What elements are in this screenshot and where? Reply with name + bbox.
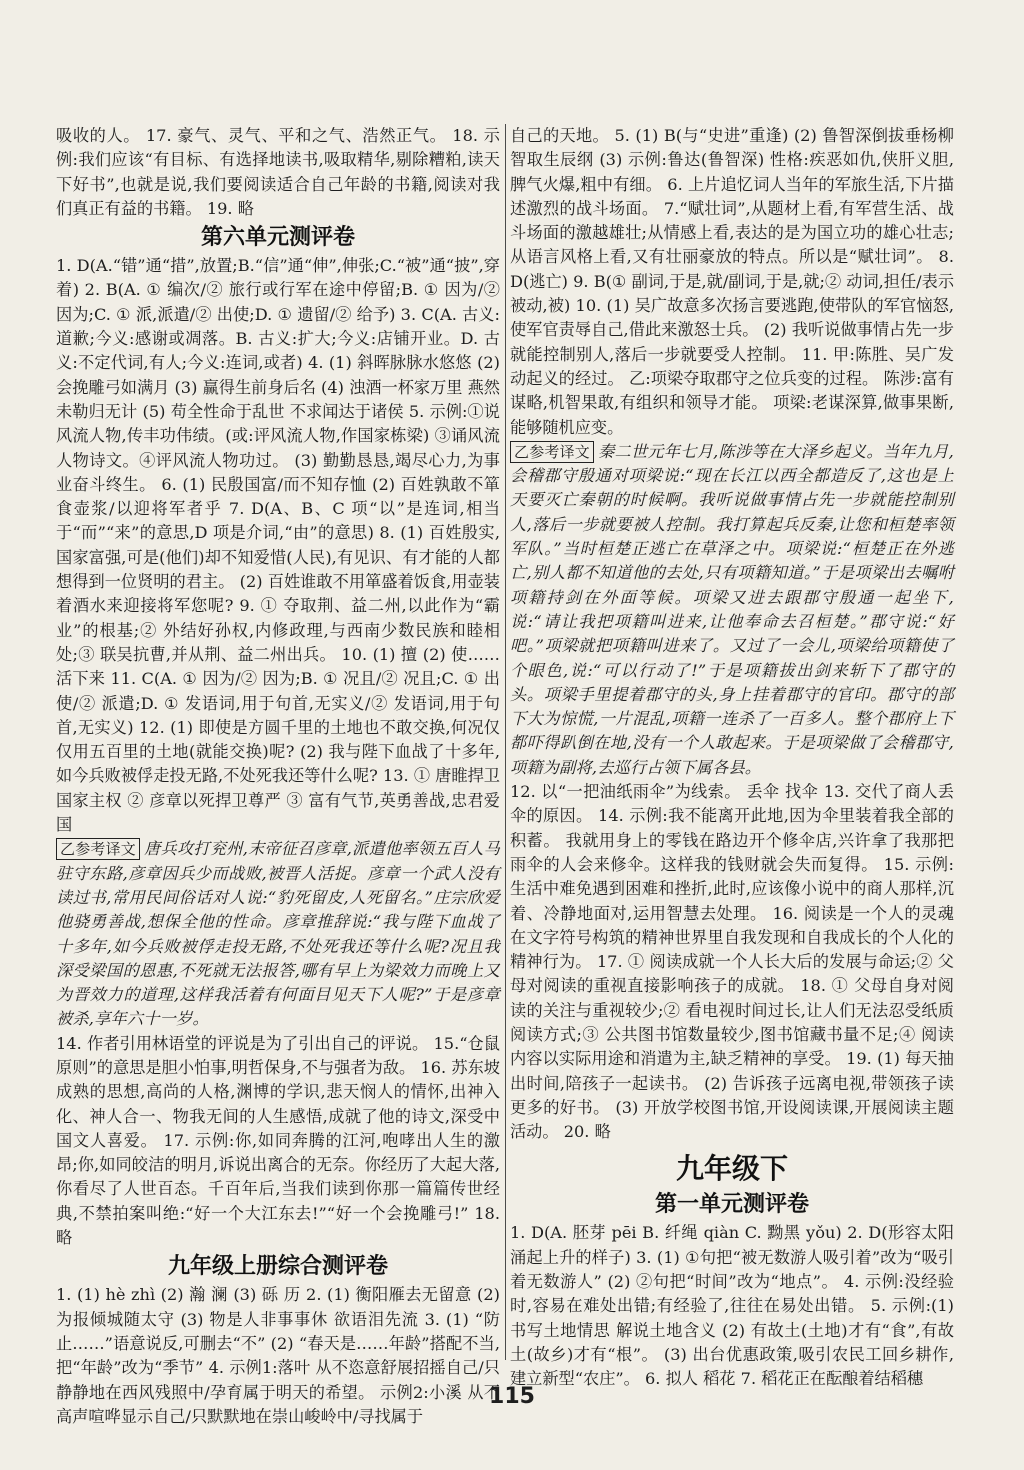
page-number: 115	[489, 1384, 535, 1409]
grade-title: 九年级下	[675, 1152, 788, 1186]
answer-paragraph: 12. 以“一把油纸雨伞”为线索。 丢伞 找伞 13. 交代了商人丢伞的原因。 14. 示例:我不能离开此地,因为伞里装着我全部的积蓄。 我就用身上的零钱在路边开个修伞店,兴许拿了我那把雨伞的人会来修伞。这样我的钱财就会失而复得。 15. 示例:生活中难免遇到困难和挫折,此时,应该像小说中的商人那样,沉着、冷静地面对,运用智慧去处理。 16. 阅读是一个人的灵魂在文字符号构筑的精神世界里自我发现和自我成长的个人化的精神行为。 17. ① 阅读成就一个人长大后的发展与命运;② 父母对阅读的重视直接影响孩子的成就。 18. ① 父母自身对阅读的关注与重视较少;② 看电视时间过长,让人们无法忍受纸质阅读方式;③ 公共图书馆数量较少,图书馆藏书量不足;④ 阅读内容以实际用途和消遣为主,缺乏精神的享受。 19. (1) 每天抽出时间,陪孩子一起读书。 (2) 告诉孩子远离电视,带领孩子读更多的好书。 (3) 开放学校图书馆,开设阅读课,开展阅读主题活动。 20. 略	[510, 782, 954, 1142]
translation-text: 秦二世元年七月,陈涉等在大泽乡起义。当年九月,会稽郡守殷通对项梁说:“现在长江以西全都造反了,这也是上天要灭亡秦朝的时候啊。我听说做事情占先一步就能控制别人,落后一步就要被人控制。我打算起兵反秦,让您和桓楚率领军队。”当时桓楚正逃亡在草泽之中。项梁说:“桓楚正在外逃亡,别人都不知道他的去处,只有项籍知道。”于是项梁出去嘱咐项籍持剑在外面等候。项梁又进去跟郡守殷通一起坐下,说:“请让我把项籍叫进来,让他奉命去召桓楚。”郡守说:“好吧。”项梁就把项籍叫进来了。又过了一会儿,项梁给项籍使了个眼色,说:“可以行动了!”于是项籍拔出剑来斩下了郡守的头。项梁手里提着郡守的头,身上挂着郡守的官印。郡守的部下大为惊慌,一片混乱,项籍一连杀了一百多人。整个郡府上下都吓得趴倒在地,没有一个人敢起来。于是项梁做了会稽郡守,项籍为副将,去巡行占领下属各县。	[510, 441, 954, 777]
answer-paragraph: 1. D(A. 胚芽 pēi B. 纤绳 qiàn C. 黝黑 yǒu) 2. D(形容太阳涌起上升的样子) 3. (1) ①句把“被无数游人吸引着”改为“吸引着无数游人” (2) ②句把“时间”改为“地点”。 4. 示例:没经验时,容易在难处出错;有经验了,往往在易处出错。 5. 示例:(1) 书写土地情思 解说土地含义 (2) 有故土(土地)才有“食”,有故土(故乡)才有“根”。 (3) 出台优惠政策,吸引农民工回乡耕作,建立新型“农庄”。 6. 拟人 稻花 7. 稻花正在酝酿着结稻穗	[510, 1223, 954, 1389]
answer-paragraph: 14. 作者引用林语堂的评说是为了引出自己的评说。 15.“仓鼠原则”的意思是胆小怕事,明哲保身,不与强者为敌。 16. 苏东坡成熟的思想,高尚的人格,渊博的学识,悲天悯人的情怀,出神入化、神人合一、物我无间的人生感悟,成就了他的诗文,深受中国文人喜爱。 17. 示例:你,如同奔腾的江河,咆哮出人生的激昂;你,如同皎洁的明月,诉说出离合的无奈。你经历了大起大落,你看尽了人世百态。千百年后,当我们读到你那一篇篇传世经典,不禁拍案叫绝:“好一个大江东去!”“好一个会挽雕弓!” 18. 略	[56, 1033, 500, 1248]
translation-block	[510, 440, 954, 780]
translation-text: 唐兵攻打兖州,末帝征召彦章,派遣他率领五百人马驻守东路,彦章因兵少而战败,被晋人活捉。彦章一个武人没有读过书,常用民间俗话对人说:“豹死留皮,人死留名。”庄宗欣爱他骁勇善战,想保全他的性命。彦章推辞说:“我与陛下血战了十多年,如今兵败被俘走投无路,不处死我还等什么呢?况且我深受梁国的恩惠,不死就无法报答,哪有早上为梁效力而晚上又为晋效力的道理,这样我活着有何面目见天下人呢?”于是彦章被杀,享年六十一岁。	[56, 839, 500, 1029]
translation-block	[56, 837, 500, 1031]
answer-paragraph: 1. (1) hè zhì (2) 瀚 澜 (3) 砾 历 2. (1) 衡阳雁去无留意 (2) 为报倾城随太守 (3) 物是人非事事休 欲语泪先流 3. (1) “防止……”语意说反,可删去“不” (2) “春天是……年龄”搭配不当,把“年龄”改为“季节” 4. 示例1:落叶 从不恣意舒展招摇自己/只静静地在西风残照中/孕育属于明天的希望。 示例2:小溪 从不高声喧哗显示自己/只默默地在崇山峻岭中/寻找属于	[56, 1285, 500, 1426]
answer-paragraph: 1. D(A.“错”通“措”,放置;B.“信”通“伸”,伸张;C.“被”通“披”,穿着) 2. B(A. ① 编次/② 旅行或行军在途中停留;B. ① 因为/② 因为;C. ① 派,派遣/② 出使;D. ① 遗留/② 给予) 3. C(A. 古义:道歉;今义:感谢或凋落。B. 古义:扩大;今义:店铺开业。D. 古义:不定代词,有人;今义:连词,或者) 4. (1) 斜晖脉脉水悠悠 (2) 会挽雕弓如满月 (3) 赢得生前身后名 (4) 浊酒一杯家万里 燕然未勒归无计 (5) 苟全性命于乱世 不求闻达于诸侯 5. 示例:①说风流人物,传丰功伟绩。(或:评风流人物,作国家栋梁) ③诵风流人物诗文。④评风流人物功过。 (3) 勤勤恳恳,竭尽心力,为事业奋斗终生。 6. (1) 民殷国富/而不知存恤 (2) 百姓孰敢不箪食壶浆/以迎将军者乎 7. D(A、B、C 项“以”是连词,相当于“而”“来”的意思,D 项是介词,“由”的意思) 8. (1) 百姓殷实,国家富强,可是(他们)却不知爱惜(人民),有见识、有才能的人都想得到一位贤明的君主。 (2) 百姓谁敢不用箪盛着饭食,用壶装着酒水来迎接将军您呢? 9. ① 夺取荆、益二州,以此作为“霸业”的根基;② 外结好孙权,内修政理,与西南少数民族和睦相处;③ 联吴抗曹,并从荆、益二州出兵。 10. (1) 擅 (2) 使……活下来 11. C(A. ① 因为/② 因为;B. ① 况且/② 况且;C. ① 出使/② 派遣;D. ① 发语词,用于句首,无实义/② 发语词,用于句首,无实义) 12. (1) 即使是方圆千里的土地也不敢交换,何况仅仅用五百里的土地(就能交换)呢? (2) 我与陛下血战了十多年,如今兵败被俘走投无路,不处死我还等什么呢? 13. ① 唐睢捍卫国家主权 ② 彦章以死捍卫尊严 ③ 富有气节,英勇善战,忠君爱国	[56, 256, 500, 835]
answer-paragraph: 自己的天地。 5. (1) B(与“史进”重逢) (2) 鲁智深倒拔垂杨柳 智取生辰纲 (3) 示例:鲁达(鲁智深) 性格:疾恶如仇,侠肝义胆,脾气火爆,粗中有细。 6. 上片追忆词人当年的军旅生活,下片描述激烈的战斗场面。 7.“赋壮词”,从题材上看,有军营生活、战斗场面的激越雄壮;从情感上看,表达的是为国立功的雄心壮志;从语言风格上看,又有壮丽豪放的特点。所以是“赋壮词”。 8. D(逃亡) 9. B(① 副词,于是,就/副词,于是,就;② 动词,担任/表示被动,被) 10. (1) 吴广故意多次扬言要逃跑,使带队的军官恼怒,使军官责辱自己,借此来激怒士兵。 (2) 我听说做事情占先一步就能控制别人,落后一步就要受人控制。 11. 甲:陈胜、吴广发动起义的经过。 乙:项梁夺取郡守之位兵变的过程。 陈涉:富有谋略,机智果敢,有组织和领导才能。 项梁:老谋深算,做事果断,能够随机应变。	[510, 126, 955, 437]
answer-paragraph: 吸收的人。 17. 豪气、灵气、平和之气、浩然正气。 18. 示例:我们应该“有目标、有选择地读书,吸取精华,剔除糟粕,读天下好书”,也就是说,我们要阅读适合自己年龄的书籍,阅读对我们真正有益的书籍。 19. 略	[56, 126, 500, 218]
column-divider	[505, 124, 506, 1360]
left-column	[56, 124, 500, 1426]
section-title-unit1: 第一单元测评卷	[654, 1192, 809, 1218]
section-title-unit6: 第六单元测评卷	[200, 225, 355, 251]
translation-label: 乙参考译文	[510, 441, 594, 463]
right-column	[510, 124, 955, 1389]
translation-label: 乙参考译文	[56, 838, 140, 860]
section-title-comprehensive: 九年级上册综合测评卷	[167, 1254, 388, 1280]
